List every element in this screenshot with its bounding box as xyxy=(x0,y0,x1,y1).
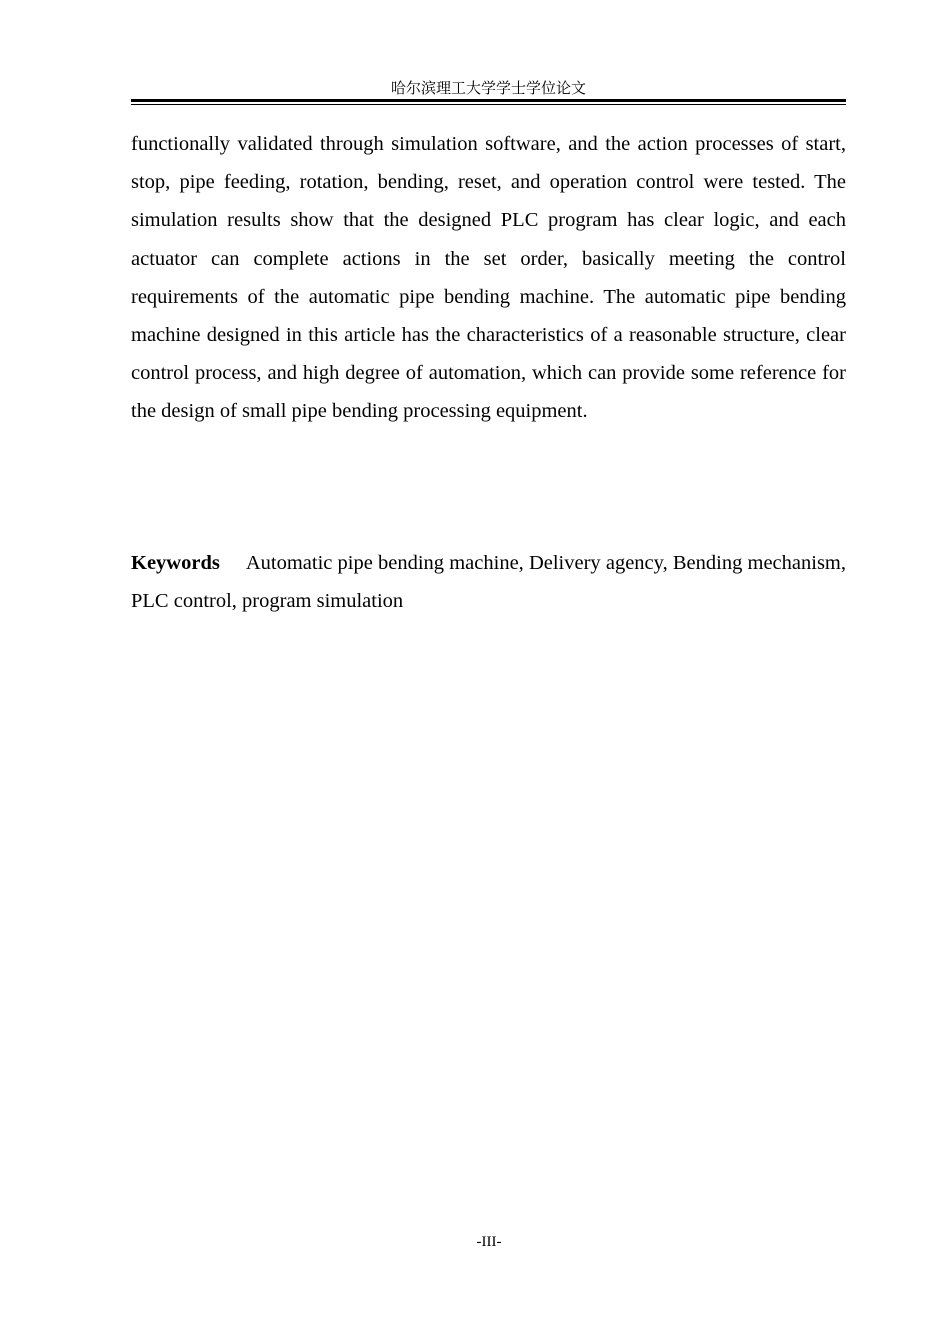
header-rule-thick xyxy=(131,99,846,102)
header-rule-thin xyxy=(131,104,846,105)
page-header-title: 哈尔滨理工大学学士学位论文 xyxy=(390,79,586,97)
keywords-label: Keywords xyxy=(131,552,220,574)
keywords-block xyxy=(131,544,846,620)
page-number: -III- xyxy=(476,1234,502,1250)
abstract-paragraph: functionally validated through simulation software, and the action processes of start, stop, pipe feeding, rotation, bending, reset, and operation control were tested. The simulation results show that the designed PLC program has clear logic, and each actuator can complete actions in the set order, basically meeting the control requirements of the automatic pipe bending machine. The automatic pipe bending machine designed in this article has the characteristics of a reasonable structure, clear control process, and high degree of automation, which can provide some reference for the design of small pipe bending processing equipment. xyxy=(131,133,846,423)
keywords-text: Automatic pipe bending machine, Delivery agency, Bending mechanism, PLC control, program simulation xyxy=(131,552,846,613)
